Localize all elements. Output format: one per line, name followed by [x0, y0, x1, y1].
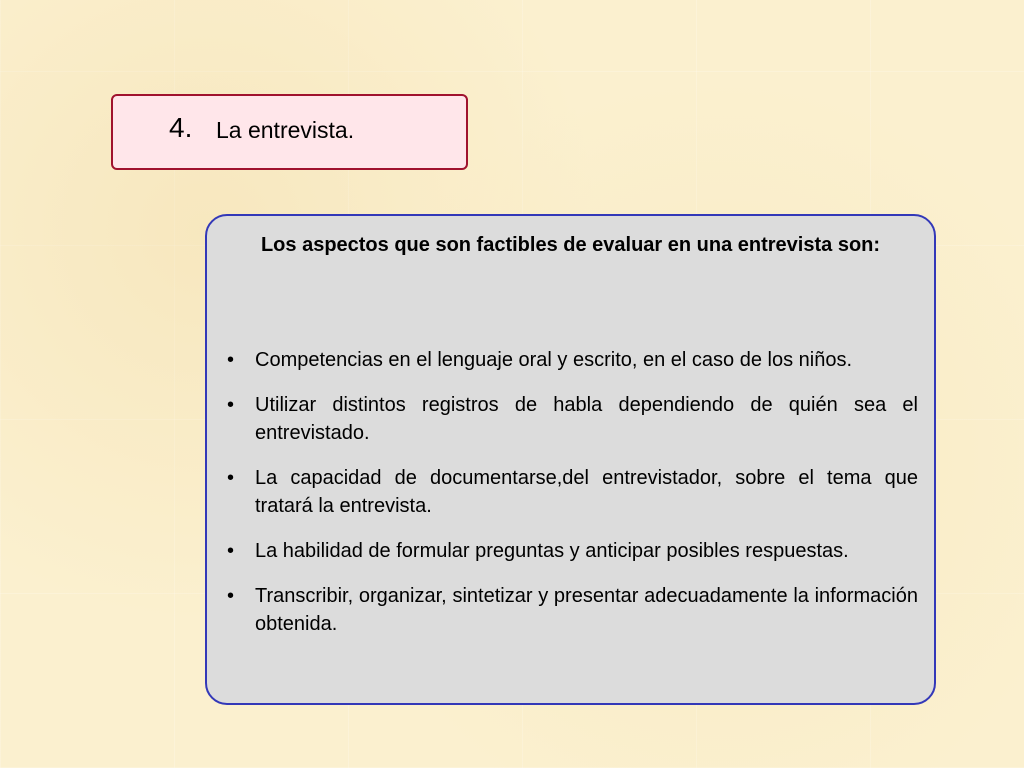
- content-box: [205, 214, 936, 705]
- list-item-text: La capacidad de documentarse,del entrevistador, sobre el tema que tratará la entrevista.: [255, 467, 918, 517]
- bullet-icon: •: [227, 349, 235, 371]
- slide-title-box: [111, 94, 468, 170]
- bullet-icon: •: [227, 540, 235, 562]
- title-number: 4.: [169, 112, 193, 143]
- bullet-list: [223, 346, 918, 655]
- intro-heading: Los aspectos que son factibles de evaluar en una entrevista son:: [260, 234, 881, 256]
- bullet-icon: •: [227, 467, 235, 489]
- list-item-text: Competencias en el lenguaje oral y escrito, en el caso de los niños.: [255, 349, 853, 371]
- list-item: [223, 582, 918, 638]
- list-item-text: Transcribir, organizar, sintetizar y presentar adecuadamente la información obtenida.: [255, 585, 918, 635]
- list-item: [223, 464, 918, 520]
- bullet-icon: •: [227, 394, 235, 416]
- bullet-icon: •: [227, 585, 235, 607]
- list-item-text: La habilidad de formular preguntas y anticipar posibles respuestas.: [255, 540, 849, 562]
- list-item: [223, 346, 918, 374]
- slide-title: La entrevista.: [216, 117, 355, 143]
- list-item-text: Utilizar distintos registros de habla dependiendo de quién sea el entrevistado.: [255, 394, 918, 444]
- list-item: [223, 391, 918, 447]
- list-item: [223, 537, 918, 565]
